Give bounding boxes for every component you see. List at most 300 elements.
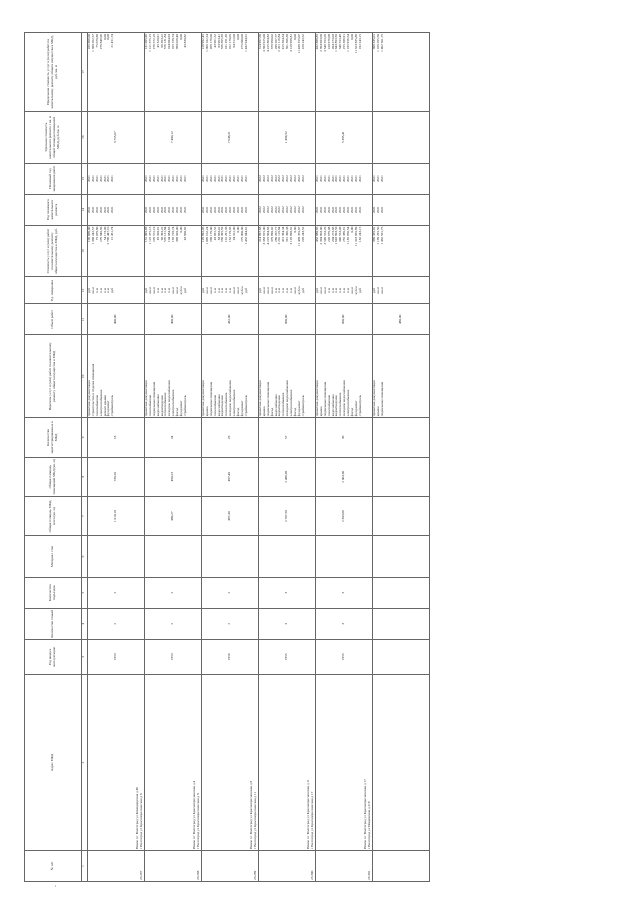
plan-year-cell-line: 2022 <box>277 206 282 214</box>
limit-cost-cell-line: 0,00 <box>293 34 298 40</box>
costs-cell-line: 415 394,34 <box>281 226 286 242</box>
column-header: Количество этажей <box>25 608 82 639</box>
plan-year-cell <box>259 194 316 225</box>
done-year-cell <box>202 163 259 194</box>
plan-year-cell-line: 2021 <box>220 206 225 214</box>
column-number: 10 <box>82 335 88 418</box>
costs-cell-line: 94 312,00 <box>232 226 237 241</box>
wall-material-cell <box>202 536 259 577</box>
table-row <box>316 33 373 882</box>
works-cell <box>202 335 259 418</box>
entrances-cell <box>88 577 145 608</box>
plan-year-cell-line: 2021 <box>201 206 205 214</box>
done-year-cell-line: 2022 <box>258 175 262 183</box>
done-year-cell-line: 2021 <box>330 175 335 183</box>
works-cell-line: крыша <box>261 406 266 417</box>
units-cell-line: п.м <box>212 288 217 293</box>
limit-cost-cell-line: 0,00 <box>236 34 241 40</box>
column-number: 5 <box>82 577 88 608</box>
plan-year-cell-line: 2021 <box>147 206 152 214</box>
column-number: 8 <box>82 457 88 496</box>
units-cell-line: п.м <box>334 288 339 293</box>
address-line: г Волгоград ул Краснопресненская д 17 <box>310 791 315 849</box>
year-cell <box>145 639 202 674</box>
address-line: г Волгоград ул Краснопресненская д 11 <box>253 791 258 849</box>
wall-material-cell <box>259 536 316 577</box>
residents-cell-text: 18 <box>113 435 118 440</box>
units-cell-line: п.м <box>106 288 111 293</box>
area-living-cell-text: 480,23 <box>170 472 175 482</box>
volume-cell-text: 432,00 <box>227 314 232 325</box>
limit-cost-cell <box>259 33 316 112</box>
area-total-cell-text: 480,27 <box>170 511 175 521</box>
limit-cost-cell-line: 162 178,05 <box>228 34 233 50</box>
works-cell-line: электроснабжение <box>98 389 103 417</box>
units-cell <box>316 277 373 304</box>
units-cell-line: куб.м <box>179 286 184 295</box>
done-year-cell-line: 2021 <box>182 175 187 183</box>
done-year-cell-line: 2021 <box>204 175 209 183</box>
unit-cost-cell <box>145 111 202 163</box>
plan-year-cell <box>202 194 259 225</box>
done-year-cell <box>316 163 373 194</box>
floors-cell <box>373 608 430 639</box>
row-number-text: 23.298 <box>196 870 201 880</box>
floors-cell-text: 3 <box>284 622 289 625</box>
unit-cost-cell-text: 1 494,52 <box>284 131 289 144</box>
limit-cost-cell-line: 0,00 <box>350 34 355 40</box>
address-cell <box>259 674 316 850</box>
works-cell-line: фасад <box>293 407 298 417</box>
limit-cost-cell-line: 379 990,02 <box>269 34 274 50</box>
address-line: Новое п г Волгоград ул Командирская д 46 <box>135 787 140 849</box>
units-cell-line: п.м <box>281 288 286 293</box>
units-cell-line: кв.м <box>375 287 380 294</box>
works-cell <box>373 335 430 418</box>
wall-material-cell <box>316 536 373 577</box>
table-row <box>259 33 316 882</box>
costs-cell-line: 1 185 956,54 <box>346 226 351 245</box>
column-header: Стоимость услуг и (или) работ по капитальному ремонту общего имущества в МКД, руб. <box>25 225 82 277</box>
works-cell-line: подвальные помещения <box>208 381 213 417</box>
works-cell-line: холодное водоснабжение <box>167 380 172 417</box>
works-cell <box>88 335 145 418</box>
address-cell <box>316 674 373 850</box>
volume-cell <box>145 304 202 335</box>
table-header <box>25 33 88 888</box>
done-year-cell-line: 2022 <box>277 175 282 183</box>
limit-cost-cell-line: 101 291,36 <box>224 34 229 50</box>
works-cell-line: фундамент <box>296 400 301 417</box>
plan-year-cell-line: 2021 <box>159 206 164 214</box>
floors-cell-text: 3 <box>341 622 346 625</box>
works-cell-line: холодное водоснабжение <box>228 380 233 417</box>
units-cell-line: руб <box>372 287 376 293</box>
address-line: г Волгоград ул Покровская д 219 <box>367 801 372 849</box>
units-cell <box>202 277 259 304</box>
costs-cell-line: 21 451,74 <box>110 226 115 241</box>
area-living-cell-text: 2 063,66 <box>341 470 346 483</box>
limit-cost-cell <box>373 33 430 112</box>
area-living-cell-text: 2 486,90 <box>284 470 289 483</box>
limit-cost-cell-line: 591 396,38 <box>285 34 290 50</box>
row-number <box>202 850 259 881</box>
plan-year-cell-line: 2021 <box>243 206 248 214</box>
works-cell-line: газоснабжение <box>326 394 331 417</box>
costs-cell <box>373 225 430 277</box>
units-cell-line: п.м <box>346 288 351 293</box>
area-total-cell-text: 2 707,50 <box>284 510 289 523</box>
plan-year-cell-line: 2022 <box>300 206 305 214</box>
works-cell-line: фундамент <box>106 400 111 417</box>
volume-cell <box>373 304 430 335</box>
column-header: Материал стен <box>25 536 82 577</box>
done-year-cell-line: 2021 <box>353 175 358 183</box>
limit-cost-cell-line: 204 273,03 <box>330 34 335 50</box>
units-cell-line: кв.м <box>204 287 209 294</box>
costs-cell-line: 314 997,68 <box>258 226 262 242</box>
floors-cell <box>202 608 259 639</box>
units-cell-line: руб <box>315 287 319 293</box>
plan-year-cell-line: 2021 <box>171 206 176 214</box>
plan-year-cell-line: 2021 <box>87 206 91 214</box>
works-cell-line: фасад <box>175 407 180 417</box>
units-cell-line: п.м <box>273 288 278 293</box>
plan-year-cell-line: 2021 <box>175 206 180 214</box>
units-cell-line: п.м <box>326 288 331 293</box>
row-number <box>316 850 373 881</box>
units-cell-line: кв.м <box>322 287 327 294</box>
unit-cost-cell-text: 5 385,41 <box>341 131 346 144</box>
plan-year-cell-line: 2021 <box>208 206 213 214</box>
works-cell-line: проектная документация <box>315 380 319 417</box>
units-cell-line: руб <box>182 287 187 293</box>
works-cell-line: крыша <box>204 406 209 417</box>
costs-cell-line: 1 169 295,50 <box>375 226 380 245</box>
limit-cost-cell-line: 399 335,01 <box>372 34 376 50</box>
limit-cost-cell-line: 1 432 944,61 <box>243 34 248 52</box>
done-year-cell-line: 2021 <box>318 175 323 183</box>
area-total-cell <box>145 496 202 535</box>
done-year-cell-line: 2021 <box>232 175 237 183</box>
area-living-cell-text: 739,20 <box>113 472 118 482</box>
done-year-cell-line: 2021 <box>208 175 213 183</box>
row-number <box>373 850 430 881</box>
column-number: 17 <box>82 33 88 112</box>
works-cell-line: фасад <box>269 407 274 417</box>
floors-cell <box>88 608 145 639</box>
done-year-cell-line: 2022 <box>281 175 286 183</box>
area-living-cell-text: 487,40 <box>227 472 232 482</box>
column-number: 2 <box>82 674 88 850</box>
units-cell-line: п.м <box>338 288 343 293</box>
column-header: Объем работ <box>25 304 82 335</box>
plan-year-cell <box>88 194 145 225</box>
area-living-cell <box>88 457 145 496</box>
works-cell <box>145 335 202 418</box>
limit-cost-cell-line: 45 320,91 <box>155 34 160 48</box>
costs-cell-line: 129 992,45 <box>201 226 205 242</box>
column-number: 14 <box>82 194 88 225</box>
works-cell-line: подвальные помещения <box>322 381 327 417</box>
column-header: Год планового капитального ремонта <box>25 194 82 225</box>
units-cell-line: руб <box>110 287 115 293</box>
done-year-cell-line: 2021 <box>163 175 168 183</box>
limit-cost-cell-line: 3 549 553,29 <box>322 34 327 52</box>
works-cell-line: проектная документация <box>258 380 262 417</box>
residents-cell-text: 24 <box>170 435 175 440</box>
costs-cell-line: 1 119 375,15 <box>147 226 152 245</box>
works-cell-line: теплоснабжение <box>224 392 229 417</box>
costs-cell-line: 255 389,91 <box>342 226 347 242</box>
done-year-cell-line: 2021 <box>106 175 111 183</box>
limit-cost-cell-line: 1 643 893,56 <box>334 34 339 52</box>
works-cell-line: водоснабжение <box>155 394 160 417</box>
plan-year-cell-line: 2021 <box>346 206 351 214</box>
units-cell-line: кв.м <box>151 287 156 294</box>
limit-cost-cell-line: 11 439 355,07 <box>296 34 301 54</box>
address-line: Новое п г Волгоград ул Краснопресненская д 11 <box>306 779 311 849</box>
volume-cell <box>88 304 145 335</box>
limit-cost-cell <box>316 33 373 112</box>
done-year-cell-line: 2022 <box>265 175 270 183</box>
plan-year-cell-line: 2021 <box>102 206 107 214</box>
entrances-cell <box>145 577 202 608</box>
works-cell-line: холодное водоснабжение <box>342 380 347 417</box>
costs-cell-line: 182 243,15 <box>357 226 362 242</box>
done-year-cell-line: 2021 <box>315 175 319 183</box>
column-header: Адрес МКД <box>25 674 82 850</box>
limit-cost-cell-line: 1 169 295,50 <box>375 34 380 52</box>
plan-year-cell-line: 2021 <box>94 206 99 214</box>
units-cell-line: кв.м <box>265 287 270 294</box>
limit-cost-cell-line: 11 323 835,89 <box>353 34 358 54</box>
plan-year-cell-line: 2021 <box>330 206 335 214</box>
unit-cost-cell-text: 3 755,67 <box>113 131 118 144</box>
floors-cell-text: 2 <box>170 622 175 625</box>
done-year-cell-line: 2021 <box>342 175 347 183</box>
works-cell-line: теплоснабжение <box>163 392 168 417</box>
works-cell-line: электроснабжение <box>171 389 176 417</box>
costs-cell-line: 556 395,59 <box>220 226 225 242</box>
works-cell-line: фундамент <box>179 400 184 417</box>
plan-year-cell-line: 2021 <box>326 206 331 214</box>
units-cell-line: руб <box>201 287 205 293</box>
limit-cost-cell-line: 43 830,82 <box>182 34 187 48</box>
units-cell-line: кв.м <box>350 287 355 294</box>
costs-cell-line: 2 394 903,00 <box>318 226 323 245</box>
works-cell-line: фундамент <box>353 400 358 417</box>
units-cell-line: руб <box>87 287 91 293</box>
limit-cost-cell-line: 276 572,19 <box>151 34 156 50</box>
floors-cell <box>316 608 373 639</box>
limit-cost-cell-line: 415 394,34 <box>281 34 286 50</box>
works-cell-line: ремонт крыши <box>102 395 107 417</box>
costs-cell-line: 346 553,49 <box>338 226 343 242</box>
done-year-cell-line: 2021 <box>98 175 103 183</box>
limit-cost-cell-line: 96 393,22 <box>159 34 164 48</box>
costs-cell-line: 276 572,19 <box>151 226 156 242</box>
year-cell <box>202 639 259 674</box>
entrances-cell-text: 2 <box>170 591 175 594</box>
units-cell-line: п.м <box>330 288 335 293</box>
limit-cost-cell-line: 83 963,41 <box>216 34 221 48</box>
plan-year-cell-line: 2021 <box>239 206 244 214</box>
volume-cell-text: 480,00 <box>398 314 403 325</box>
limit-cost-cell-line: 3 383 925,00 <box>261 34 266 52</box>
volume-cell-text: 400,00 <box>113 314 118 325</box>
limit-cost-cell-line: 165 728,74 <box>171 34 176 50</box>
costs-cell-line: 1 432 944,61 <box>243 226 248 245</box>
costs-cell-line: 43 961,52 <box>212 226 217 241</box>
plan-year-cell-line: 2021 <box>224 206 229 214</box>
costs-cell-line: 3 549 553,29 <box>322 226 327 245</box>
done-year-cell-line: 2021 <box>239 175 244 183</box>
plan-year-cell-line: 2021 <box>338 206 343 214</box>
rotated-page <box>24 32 620 888</box>
area-total-cell <box>202 496 259 535</box>
costs-cell-line: 165 728,74 <box>171 226 176 242</box>
plan-year-cell-line: 2021 <box>151 206 156 214</box>
plan-year-cell-line: 2021 <box>98 206 103 214</box>
unit-cost-cell-text: 7 400,12 <box>170 131 175 144</box>
done-year-cell-line: 2021 <box>179 175 184 183</box>
residents-cell <box>202 418 259 457</box>
costs-cell-line: 1 643 893,56 <box>334 226 339 245</box>
limit-cost-cell-line: 0,00 <box>106 34 111 40</box>
plan-year-cell-line: 2021 <box>182 206 187 214</box>
limit-cost-cell-line: 228 243,52 <box>300 34 305 50</box>
costs-cell-line: 43 830,82 <box>182 226 187 241</box>
limit-cost-cell <box>202 33 259 112</box>
done-year-cell-line: 2022 <box>261 175 266 183</box>
works-cell-line: проектная документация <box>144 380 148 417</box>
costs-cell-line: 2 201 119,84 <box>277 226 282 245</box>
works-cell <box>259 335 316 418</box>
plan-year-cell-line: 2021 <box>144 206 148 214</box>
works-cell-line: подвальные помещения <box>379 381 384 417</box>
done-year-cell-line: 2021 <box>171 175 176 183</box>
volume-cell-text: 400,00 <box>170 314 175 325</box>
column-header: Год ввода в эксплуатацию <box>25 639 82 674</box>
area-total-cell <box>316 496 373 535</box>
works-cell-line: крыша <box>375 406 380 417</box>
works-cell-line: подвальные помещения <box>265 381 270 417</box>
costs-cell-line: 2 796 447,10 <box>106 226 111 245</box>
done-year-cell-line: 2021 <box>147 175 152 183</box>
plan-year-cell-line: 2022 <box>261 206 266 214</box>
units-cell-line: п.м <box>289 288 294 293</box>
limit-cost-cell-line: 4 225 864,83 <box>265 34 270 52</box>
costs-cell-line: 591 396,38 <box>285 226 290 242</box>
residents-cell-text: 26 <box>227 435 232 440</box>
area-living-cell <box>202 457 259 496</box>
costs-cell-line: 11 439 355,07 <box>296 226 301 247</box>
entrances-cell-text: 2 <box>227 591 232 594</box>
entrances-cell <box>259 577 316 608</box>
limit-cost-cell-line: 0,00 <box>179 34 184 40</box>
units-cell-line: п.м <box>285 288 290 293</box>
plan-year-cell-line: 2022 <box>289 206 294 214</box>
limit-cost-cell-line: 576 131,84 <box>163 34 168 50</box>
year-cell-text: 1955 <box>341 653 346 661</box>
units-cell-line: кв.м <box>147 287 152 294</box>
row-number <box>145 850 202 881</box>
plan-year-cell-line: 2021 <box>155 206 160 214</box>
table-body <box>88 33 430 882</box>
column-number: 4 <box>82 608 88 639</box>
done-year-cell <box>145 163 202 194</box>
plan-year-cell-line: 2021 <box>163 206 168 214</box>
done-year-cell-line: 2021 <box>326 175 331 183</box>
row-number-text: 23.297 <box>139 870 144 880</box>
limit-cost-cell-line: 129 992,45 <box>201 34 205 50</box>
costs-cell-line: 45 320,91 <box>155 226 160 241</box>
costs-cell-line: 54 173,46 <box>102 226 107 241</box>
works-cell-line: электроснабжение <box>289 389 294 417</box>
plan-year-cell-line: 2021 <box>353 206 358 214</box>
residents-cell <box>88 418 145 457</box>
units-cell <box>373 277 430 304</box>
row-number-text: 23.301 <box>367 870 372 880</box>
done-year-cell-line: 2021 <box>94 175 99 183</box>
works-cell-line: проектная документация <box>372 380 376 417</box>
column-number: 16 <box>82 111 88 163</box>
column-header: Удельная стоимость капитального ремонта 1 кв. м общей площади помещений МКД, руб./кв. м <box>25 111 82 163</box>
costs-cell <box>145 225 202 277</box>
column-number: 15 <box>82 163 88 194</box>
limit-cost-cell-line: 432 888,85 <box>315 34 319 50</box>
limit-cost-cell-line: 94 312,00 <box>232 34 237 48</box>
works-cell-line: водоснабжение <box>273 394 278 417</box>
done-year-cell-line: 2021 <box>322 175 327 183</box>
units-cell-line: руб <box>300 287 305 293</box>
costs-cell-line: 75 079,80 <box>94 226 99 241</box>
works-cell-line: электроснабжение <box>232 389 237 417</box>
capital-repair-table <box>24 32 430 888</box>
year-cell <box>316 639 373 674</box>
entrances-cell-text: 3 <box>341 591 346 594</box>
units-cell-line: п.м <box>102 288 107 293</box>
done-year-cell-line: 2021 <box>216 175 221 183</box>
units-cell-line: п.м <box>342 288 347 293</box>
units-cell-line: кв.м <box>379 287 384 294</box>
units-cell <box>145 277 202 304</box>
costs-cell-line: 289 267,77 <box>273 226 278 242</box>
plan-year-cell-line: 2022 <box>258 206 262 214</box>
works-cell-line: подвальные помещения <box>151 381 156 417</box>
costs-cell-line: 204 273,03 <box>330 226 335 242</box>
area-total-cell <box>259 496 316 535</box>
address-line: Новое п г Волгоград ул Краснопресненская д 8 <box>249 780 254 849</box>
limit-cost-cell-line: 105 669,00 <box>87 34 91 50</box>
costs-cell-line: 379 990,02 <box>269 226 274 242</box>
volume-cell-text: 900,00 <box>341 314 346 325</box>
done-year-cell-line: 2021 <box>220 175 225 183</box>
done-year-cell-line: 2021 <box>228 175 233 183</box>
works-cell-line: водоотведение <box>334 395 339 417</box>
plan-year-cell <box>145 194 202 225</box>
costs-cell-line: 3 383 925,00 <box>261 226 266 245</box>
area-living-cell <box>373 457 430 496</box>
year-cell-text: 1955 <box>284 653 289 661</box>
done-year-cell <box>373 163 430 194</box>
plan-year-cell-line: 2021 <box>204 206 209 214</box>
floors-cell <box>145 608 202 639</box>
area-total-cell <box>88 496 145 535</box>
unit-cost-cell <box>202 111 259 163</box>
units-cell-line: п.м <box>224 288 229 293</box>
